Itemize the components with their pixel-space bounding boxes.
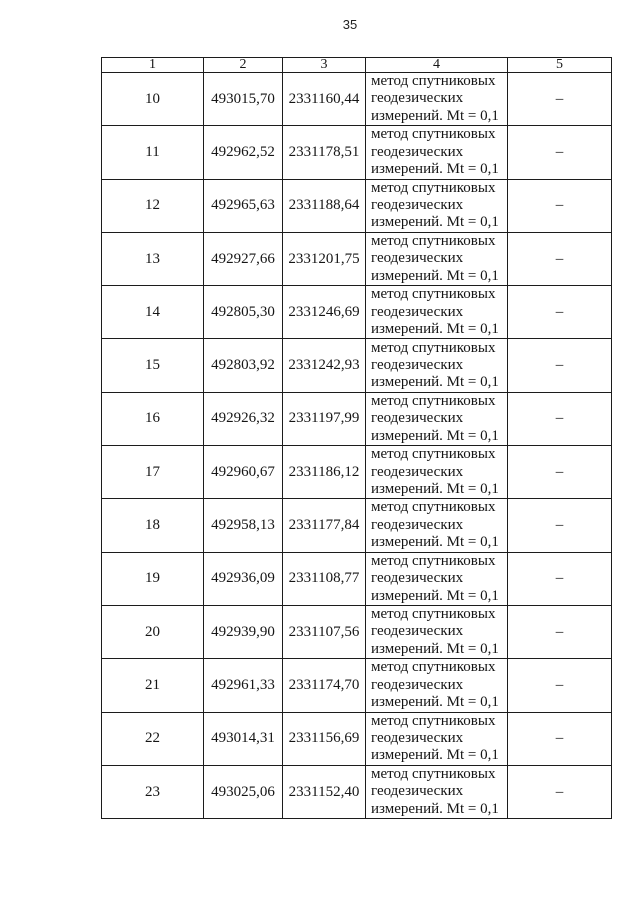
column-3-value-cell: 2331197,99 bbox=[283, 392, 366, 445]
point-number-cell: 13 bbox=[102, 232, 204, 285]
method-line: метод спутниковых bbox=[371, 446, 496, 463]
header-cell-1: 1 bbox=[102, 58, 204, 73]
point-number-cell: 20 bbox=[102, 605, 204, 658]
point-number-cell: 14 bbox=[102, 286, 204, 339]
method-line: измерений. Mt = 0,1 bbox=[371, 534, 499, 551]
header-cell-3: 3 bbox=[283, 58, 366, 73]
table-row bbox=[102, 712, 612, 765]
column-2-value-cell: 492965,63 bbox=[204, 179, 283, 232]
note-cell: – bbox=[508, 446, 612, 499]
method-line: измерений. Mt = 0,1 bbox=[371, 480, 499, 497]
column-2-value-cell: 492926,32 bbox=[204, 392, 283, 445]
column-2-value-cell: 493025,06 bbox=[204, 765, 283, 818]
method-line: геодезических bbox=[371, 410, 464, 427]
method-line: измерений. Mt = 0,1 bbox=[371, 427, 499, 444]
method-line: метод спутниковых bbox=[371, 552, 496, 569]
column-3-value-cell: 2331174,70 bbox=[283, 659, 366, 712]
column-3-value-cell: 2331177,84 bbox=[283, 499, 366, 552]
table-row bbox=[102, 179, 612, 232]
method-line: геодезических bbox=[371, 250, 464, 267]
point-number-cell: 11 bbox=[102, 126, 204, 179]
column-2-value-cell: 492962,52 bbox=[204, 126, 283, 179]
note-cell: – bbox=[508, 765, 612, 818]
column-2-value-cell: 492805,30 bbox=[204, 286, 283, 339]
column-2-value-cell: 492939,90 bbox=[204, 605, 283, 658]
method-line: метод спутниковых bbox=[371, 339, 496, 356]
column-2-value-cell: 492958,13 bbox=[204, 499, 283, 552]
table-row bbox=[102, 126, 612, 179]
method-line: геодезических bbox=[371, 730, 464, 746]
table-row bbox=[102, 339, 612, 392]
column-2-value-cell: 492803,92 bbox=[204, 339, 283, 392]
note-cell: – bbox=[508, 392, 612, 445]
method-cell bbox=[366, 392, 508, 445]
method-line: измерений. Mt = 0,1 bbox=[371, 267, 499, 284]
column-3-value-cell: 2331201,75 bbox=[283, 232, 366, 285]
method-line: измерений. Mt = 0,1 bbox=[371, 214, 499, 231]
method-line: измерений. Mt = 0,1 bbox=[371, 800, 499, 817]
note-cell: – bbox=[508, 179, 612, 232]
method-cell bbox=[366, 499, 508, 552]
note-cell: – bbox=[508, 286, 612, 339]
column-3-value-cell: 2331242,93 bbox=[283, 339, 366, 392]
point-number-cell: 23 bbox=[102, 765, 204, 818]
method-cell bbox=[366, 286, 508, 339]
method-line: измерений. Mt = 0,1 bbox=[371, 107, 499, 124]
column-2-value-cell: 492960,67 bbox=[204, 446, 283, 499]
column-3-value-cell: 2331178,51 bbox=[283, 126, 366, 179]
method-line: геодезических bbox=[371, 90, 464, 107]
table-row bbox=[102, 446, 612, 499]
header-cell-5: 5 bbox=[508, 58, 612, 73]
method-cell bbox=[366, 232, 508, 285]
method-line: измерений. Mt = 0,1 bbox=[371, 747, 499, 764]
method-line: геодезических bbox=[371, 143, 464, 160]
column-3-value-cell: 2331152,40 bbox=[283, 765, 366, 818]
method-line: геодезических bbox=[371, 463, 464, 480]
column-2-value-cell: 493014,31 bbox=[204, 712, 283, 765]
method-line: геодезических bbox=[371, 783, 464, 800]
note-cell: – bbox=[508, 73, 612, 126]
method-line: геодезических bbox=[371, 570, 464, 587]
method-line: геодезических bbox=[371, 356, 464, 373]
method-line: метод спутниковых bbox=[371, 712, 496, 729]
note-cell: – bbox=[508, 659, 612, 712]
column-3-value-cell: 2331107,56 bbox=[283, 605, 366, 658]
method-line: измерений. Mt = 0,1 bbox=[371, 694, 499, 711]
method-line: метод спутниковых bbox=[371, 606, 496, 622]
method-line: геодезических bbox=[371, 197, 464, 214]
method-cell bbox=[366, 446, 508, 499]
column-2-value-cell: 492961,33 bbox=[204, 659, 283, 712]
note-cell: – bbox=[508, 712, 612, 765]
point-number-cell: 17 bbox=[102, 446, 204, 499]
table-body bbox=[102, 73, 612, 819]
column-3-value-cell: 2331108,77 bbox=[283, 552, 366, 605]
header-row bbox=[102, 58, 612, 73]
column-2-value-cell: 492936,09 bbox=[204, 552, 283, 605]
method-cell bbox=[366, 659, 508, 712]
column-3-value-cell: 2331160,44 bbox=[283, 73, 366, 126]
table-row bbox=[102, 232, 612, 285]
method-cell bbox=[366, 605, 508, 658]
method-cell bbox=[366, 126, 508, 179]
note-cell: – bbox=[508, 232, 612, 285]
method-cell bbox=[366, 765, 508, 818]
column-3-value-cell: 2331156,69 bbox=[283, 712, 366, 765]
point-number-cell: 19 bbox=[102, 552, 204, 605]
note-cell: – bbox=[508, 605, 612, 658]
table-row bbox=[102, 286, 612, 339]
table-row bbox=[102, 659, 612, 712]
method-line: метод спутниковых bbox=[371, 232, 496, 249]
header-cell-2: 2 bbox=[204, 58, 283, 73]
method-line: геодезических bbox=[371, 516, 464, 533]
point-number-cell: 18 bbox=[102, 499, 204, 552]
method-line: метод спутниковых bbox=[371, 126, 496, 143]
point-number-cell: 16 bbox=[102, 392, 204, 445]
method-line: измерений. Mt = 0,1 bbox=[371, 321, 499, 338]
note-cell: – bbox=[508, 339, 612, 392]
method-line: метод спутниковых bbox=[371, 286, 496, 303]
point-number-cell: 15 bbox=[102, 339, 204, 392]
method-line: измерений. Mt = 0,1 bbox=[371, 161, 499, 178]
method-line: измерений. Mt = 0,1 bbox=[371, 374, 499, 391]
table-row bbox=[102, 499, 612, 552]
method-line: геодезических bbox=[371, 303, 464, 320]
column-2-value-cell: 493015,70 bbox=[204, 73, 283, 126]
table-row bbox=[102, 73, 612, 126]
method-line: измерений. Mt = 0,1 bbox=[371, 587, 499, 604]
note-cell: – bbox=[508, 126, 612, 179]
method-line: метод спутниковых bbox=[371, 659, 496, 676]
table-row bbox=[102, 605, 612, 658]
method-cell bbox=[366, 712, 508, 765]
page-number: 35 bbox=[342, 17, 358, 32]
column-3-value-cell: 2331188,64 bbox=[283, 179, 366, 232]
point-number-cell: 22 bbox=[102, 712, 204, 765]
column-3-value-cell: 2331186,12 bbox=[283, 446, 366, 499]
note-cell: – bbox=[508, 499, 612, 552]
table-row bbox=[102, 552, 612, 605]
method-cell bbox=[366, 552, 508, 605]
method-line: метод спутниковых bbox=[371, 73, 496, 90]
method-line: геодезических bbox=[371, 676, 464, 693]
header-cell-4: 4 bbox=[366, 58, 508, 73]
column-3-value-cell: 2331246,69 bbox=[283, 286, 366, 339]
coordinates-table bbox=[101, 57, 612, 819]
method-line: метод спутниковых bbox=[371, 499, 496, 516]
method-line: метод спутниковых bbox=[371, 392, 496, 409]
point-number-cell: 10 bbox=[102, 73, 204, 126]
table-row bbox=[102, 765, 612, 818]
method-cell bbox=[366, 73, 508, 126]
note-cell: – bbox=[508, 552, 612, 605]
table-row bbox=[102, 392, 612, 445]
method-line: измерений. Mt = 0,1 bbox=[371, 640, 499, 657]
column-2-value-cell: 492927,66 bbox=[204, 232, 283, 285]
method-cell bbox=[366, 339, 508, 392]
method-line: метод спутниковых bbox=[371, 765, 496, 782]
method-line: метод спутниковых bbox=[371, 179, 496, 196]
point-number-cell: 12 bbox=[102, 179, 204, 232]
method-cell bbox=[366, 179, 508, 232]
point-number-cell: 21 bbox=[102, 659, 204, 712]
method-line: геодезических bbox=[371, 623, 464, 640]
